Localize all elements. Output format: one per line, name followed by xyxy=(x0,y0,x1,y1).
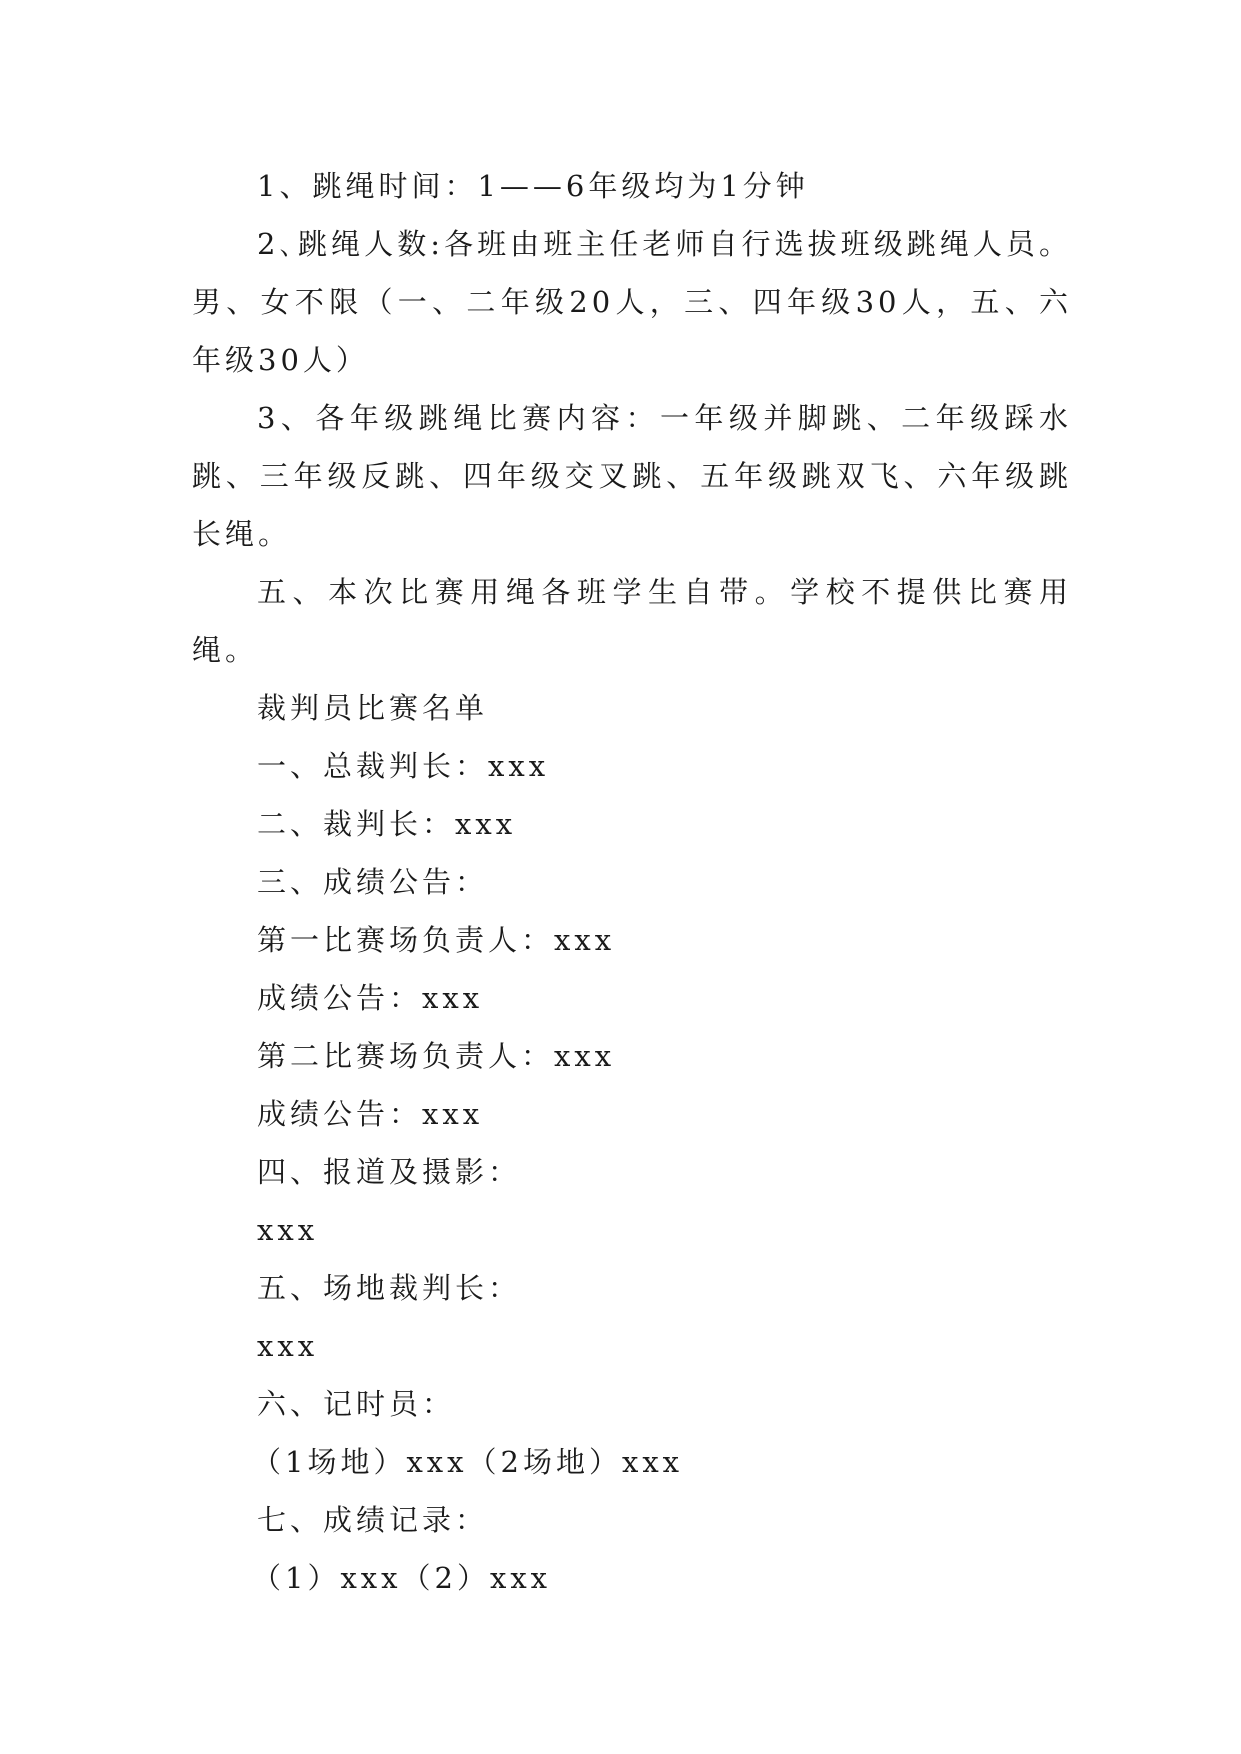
timekeeper-names: （1场地）xxx（2场地）xxx xyxy=(252,1445,684,1479)
score-record-names: （1）xxx（2）xxx xyxy=(252,1561,552,1595)
venue1-score-line: 成绩公告：xxx xyxy=(257,981,484,1015)
section-title-referee-list: 裁判员比赛名单 xyxy=(257,691,489,725)
reporting-photo-name: xxx xyxy=(257,1213,319,1247)
chief-referee-line: 一、总裁判长：xxx xyxy=(257,749,550,783)
document-body xyxy=(192,157,1072,1607)
paragraph-contest-content: 3、各年级跳绳比赛内容：一年级并脚跳、二年级踩水跳、三年级反跳、四年级交叉跳、五年级跳双飞、六年级跳长绳。 xyxy=(192,401,1072,551)
venue2-score-line: 成绩公告：xxx xyxy=(257,1097,484,1131)
field-referee-name: xxx xyxy=(257,1329,319,1363)
venue2-manager-line: 第二比赛场负责人：xxx xyxy=(257,1039,616,1073)
paragraph-rope-notice: 五、本次比赛用绳各班学生自带。学校不提供比赛用绳。 xyxy=(192,575,1072,667)
referee-line: 二、裁判长：xxx xyxy=(257,807,517,841)
reporting-photo-heading: 四、报道及摄影： xyxy=(257,1155,522,1189)
score-announcement-heading: 三、成绩公告： xyxy=(257,865,489,899)
field-referee-heading: 五、场地裁判长： xyxy=(257,1271,522,1305)
score-record-heading: 七、成绩记录： xyxy=(257,1503,489,1537)
venue1-manager-line: 第一比赛场负责人：xxx xyxy=(257,923,616,957)
paragraph-jump-count: 2､跳绳人数:各班由班主任老师自行选拔班级跳绳人员。男、女不限（一、二年级20人，三、四年级30人，五、六年级30人） xyxy=(192,227,1072,377)
timekeeper-heading: 六、记时员： xyxy=(257,1387,456,1421)
paragraph-jump-time: 1、跳绳时间：1——6年级均为1分钟 xyxy=(257,169,809,203)
